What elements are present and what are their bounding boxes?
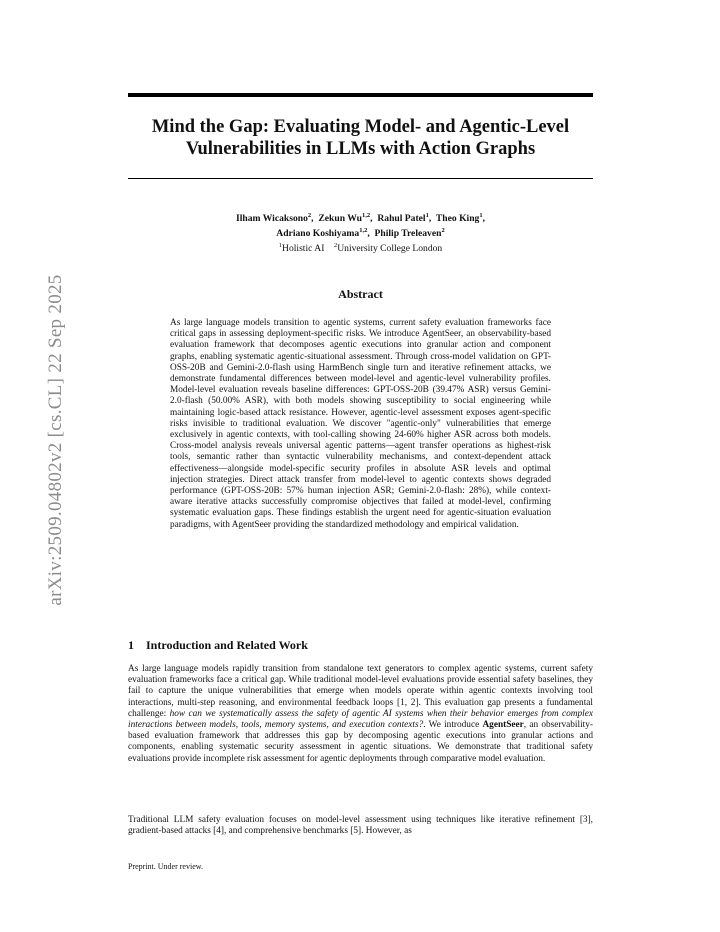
section-heading: [128, 638, 308, 653]
affiliations: $^1$Holistic AI $^2$University College London: [278, 242, 443, 255]
author: Adriano Koshiyama$^{1,2}$: [276, 227, 368, 240]
intro-paragraph-2: Traditional LLM safety evaluation focuses on model-level assessment using techniques like iterative refinement [3], gradient-based attacks [4], and comprehensive benchmarks [5]. However, as: [128, 815, 593, 837]
research-question: how can we systematically assess the safety of agentic AI systems when their behavior emerges from complex interactions between models, tools, memory systems, and execution contexts?: [128, 708, 593, 731]
intro-paragraph-1: As large language models rapidly transition from standalone text generators to complex agentic systems, current safety evaluation frameworks face a critical gap. While traditional model-level evaluations provide essential safety baselines, they fail to capture the unique vulnerabilities that emerge when models operate within agentic contexts involving tool interactions, multi-step reasoning, and environmental feedback loops [1, 2]. This evaluation gap presents a fundamental challenge: how can we systematically assess the safety of agentic AI systems when their behavior emerges from complex interactions between models, tools, memory systems, and execution contexts?. We introduce AgentSeer, an observability-based evaluation framework that addresses this gap by decomposing agentic executions into granular actions and components, enabling systematic security assessment in agentic situations. We demonstrate that traditional safety evaluations provide incomplete risk assessment for agentic deployments through comparative model evaluation.: [128, 664, 593, 764]
abstract-text: As large language models transition to agentic systems, current safety evaluation frameworks face critical gaps in assessing deployment-specific risks. We introduce AgentSeer, an observability-based evaluation framework that decomposes agentic executions into granular action and component graphs, enabling systematic agentic-situational assessment. Through cross-model validation on GPT-OSS-20B and Gemini-2.0-flash using HarmBench single turn and iterative refinement attacks, we demonstrate fundamental differences between model-level and agentic-level vulnerability profiles. Model-level evaluation reveals baseline differences: GPT-OSS-20B (39.47% ASR) versus Gemini-2.0-flash (50.00% ASR), with both models showing susceptibility to social engineering while maintaining logic-based attack resistance. However, agentic-level assessment exposes agent-specific risks invisible to traditional evaluation. We discover "agentic-only" vulnerabilities that emerge exclusively in agentic contexts, with tool-calling showing 24-60% higher ASR across both models. Cross-model analysis reveals universal agentic patterns—agent transfer operations as highest-risk tools, semantic rather than syntactic vulnerability mechanisms, and context-dependent attack effectiveness—alongside model-specific security profiles in absolute ASR levels and optimal injection strategies. Direct attack transfer from model-level to agentic contexts shows degraded performance (GPT-OSS-20B: 57% human injection ASR; Gemini-2.0-flash: 28%), while context-aware iterative attacks successfully compromise objectives that failed at model-level, confirming systematic evaluation gaps. These findings establish the urgent need for agentic-situation evaluation paradigms, with AgentSeer providing the standardized methodology and empirical validation.: [170, 318, 551, 530]
author-block: [128, 210, 593, 256]
footer-note: Preprint. Under review.: [128, 862, 204, 871]
title-rule-bottom: [128, 178, 593, 179]
author: Zekun Wu$^{1,2}$: [318, 212, 371, 225]
author: Rahul Patel$^1$: [377, 212, 429, 225]
author: Theo King$^1$: [435, 212, 483, 225]
title-rule-top: [128, 93, 593, 97]
arxiv-identifier: arXiv:2509.04802v2 [cs.CL] 22 Sep 2025: [45, 274, 66, 606]
paper-title: Mind the Gap: Evaluating Model- and Agentic-Level Vulnerabilities in LLMs with Action Graphs: [151, 117, 570, 159]
framework-name: AgentSeer: [482, 720, 524, 731]
section-title: Introduction and Related Work: [146, 638, 308, 652]
abstract-heading: Abstract: [338, 287, 383, 301]
author-names: Ilham Wicaksono$^2$, Zekun Wu$^{1,2}$, Rahul Patel$^1$, Theo King$^1$, Adriano Koshiyama$^{1,2}$, Philip Treleaven$^2$: [236, 212, 485, 240]
section-number: 1: [128, 638, 134, 652]
author: Philip Treleaven$^2$: [374, 227, 445, 240]
author: Ilham Wicaksono$^2$: [236, 212, 312, 225]
